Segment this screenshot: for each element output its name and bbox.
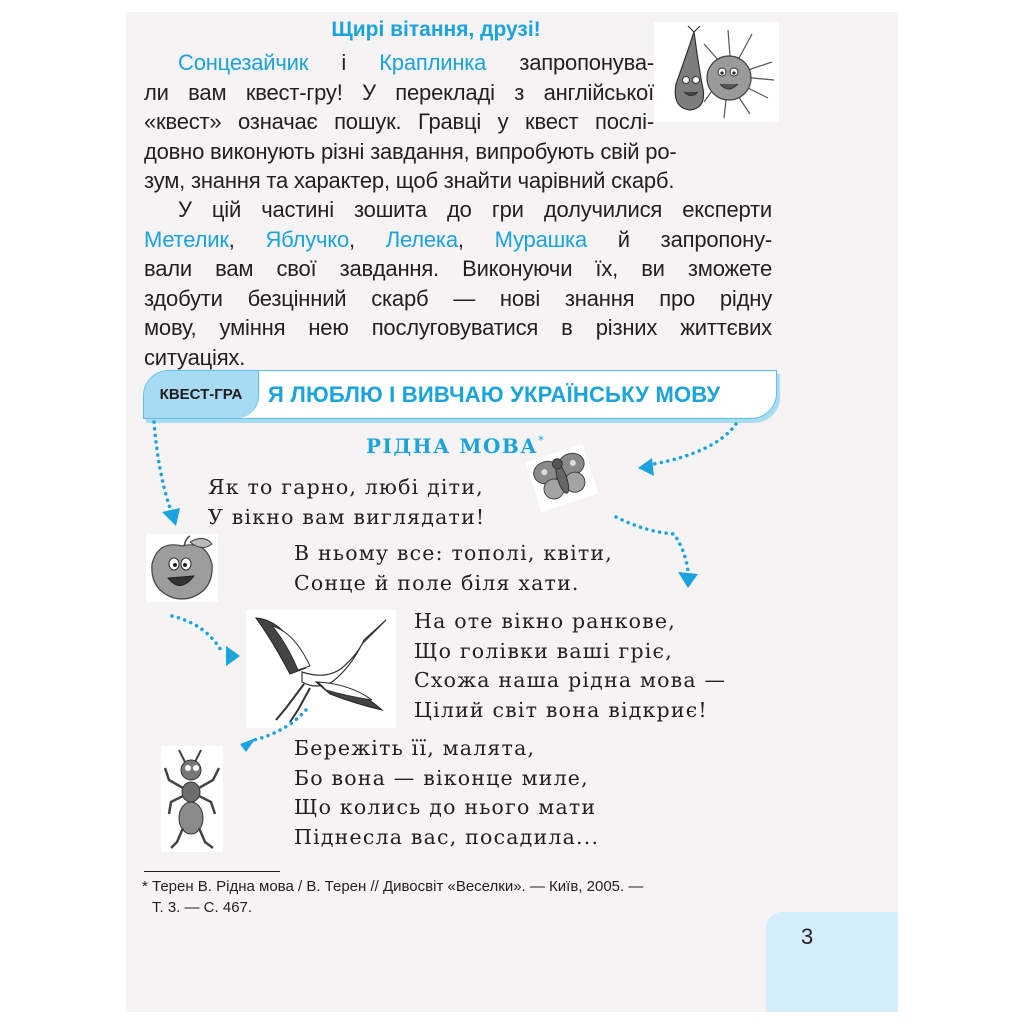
intro-paragraph-2: [144, 195, 772, 372]
arrowhead-icon: [678, 572, 698, 588]
paragraph-line: [144, 137, 677, 167]
arrow-path-banner-to-apple: [154, 422, 170, 508]
arrowhead-icon: [638, 458, 654, 476]
page-number: 3: [801, 924, 814, 949]
poem-line: У вікно вам виглядати!: [208, 504, 486, 529]
poem-title-text: РІДНА МОВА: [366, 434, 539, 458]
poem-stanza-3: [414, 607, 726, 725]
paragraph-line: [144, 343, 772, 373]
stork-illustration: [246, 610, 396, 728]
paragraph-line: [144, 78, 654, 108]
poem-line: Що голівки ваші гріє,: [414, 638, 673, 663]
text-run: мову, уміння нею послуговуватися в різних життєвих: [144, 315, 772, 340]
greeting-title: Щирі вітання, друзі!: [331, 18, 541, 41]
text-run: вали вам свої завдання. Виконуючи їх, ви зможете: [144, 256, 772, 281]
poem-line: Сонце й поле біля хати.: [294, 570, 580, 595]
text-run: ,: [457, 226, 495, 252]
arrowhead-icon: [226, 646, 240, 666]
poem-stanza-2: [294, 539, 613, 598]
poem-line: На оте вікно ранкове,: [414, 609, 676, 633]
poem-line: Бо вона — віконце миле,: [294, 765, 589, 790]
text-run: зум, знання та характер, щоб знайти чарівний скарб.: [144, 168, 675, 193]
text-run: довно виконують різні завдання, випробують свій ро-: [144, 138, 677, 164]
arrow-path-banner-to-butterfly: [654, 424, 736, 464]
text-run: й запропону-: [587, 226, 773, 252]
highlighted-name: Лелека: [385, 226, 458, 252]
footnote: [142, 876, 643, 918]
paragraph-line: [144, 225, 772, 255]
text-run: здобути безцінний скарб — нові знання про рідну: [144, 285, 772, 311]
textbook-page: [126, 12, 898, 1012]
poem-line: Як то гарно, любі діти,: [208, 475, 484, 499]
quest-tag: КВЕСТ-ГРА: [144, 371, 259, 418]
text-run: запропонува-: [486, 50, 654, 75]
paragraph-line: [144, 48, 654, 78]
text-run: ,: [228, 226, 266, 252]
poem-line: В ньому все: тополі, квіти,: [294, 541, 613, 565]
arrow-path-butterfly-down: [616, 517, 688, 572]
poem-line: Бережіть її, малята,: [294, 736, 536, 760]
apple-illustration: [146, 534, 218, 602]
text-run: ситуаціях.: [144, 344, 246, 370]
text-run: «квест» означає пошук. Гравці у квест послі-: [144, 109, 654, 134]
highlighted-name: Сонцезайчик: [178, 50, 309, 75]
arrow-path-apple-to-stork: [172, 616, 222, 652]
footnote-mark: *: [538, 434, 546, 447]
highlighted-name: Мурашка: [494, 226, 587, 252]
poem-stanza-1: [208, 473, 485, 532]
poem-line: Схожа наша рідна мова —: [414, 668, 727, 693]
poem-line: Цілий світ вона відкриє!: [414, 697, 708, 722]
text-run: ли вам квест-гру! У перекладі з англійської: [144, 79, 654, 105]
intro-paragraph-1: [144, 48, 677, 196]
highlighted-name: Яблучко: [265, 226, 349, 252]
footnote-divider: [144, 871, 280, 872]
poem-line: Піднесла вас, посадила...: [294, 824, 600, 849]
paragraph-line: [144, 107, 654, 137]
paragraph-line: [144, 313, 772, 343]
page-number-tab: [766, 912, 898, 1012]
text-run: і: [308, 50, 380, 75]
ant-illustration: [161, 746, 223, 852]
poem-line: Що колись до нього мати: [294, 795, 597, 820]
poem-stanza-4: [294, 734, 599, 852]
arrowhead-icon: [162, 508, 180, 526]
footnote-line-2: Т. 3. — С. 467.: [152, 899, 253, 916]
paragraph-line: [144, 195, 772, 225]
paragraph-line: [144, 166, 675, 196]
footnote-line-1: * Терен В. Рідна мова / В. Терен // Дивосвіт «Веселки». — Київ, 2005. —: [142, 878, 644, 895]
highlighted-name: Краплинка: [379, 50, 487, 75]
quest-title: Я ЛЮБЛЮ І ВИВЧАЮ УКРАЇНСЬКУ МОВУ: [268, 381, 721, 407]
sun-and-drop-illustration: [654, 22, 779, 122]
poem-title: [366, 434, 545, 458]
quest-banner: [143, 370, 777, 419]
paragraph-line: [144, 284, 772, 314]
paragraph-line: [144, 254, 772, 284]
text-run: У цій частині зошита до гри долучилися експерти: [178, 197, 772, 222]
text-run: ,: [349, 226, 386, 252]
arrowhead-icon: [240, 738, 256, 752]
highlighted-name: Метелик: [144, 226, 229, 252]
